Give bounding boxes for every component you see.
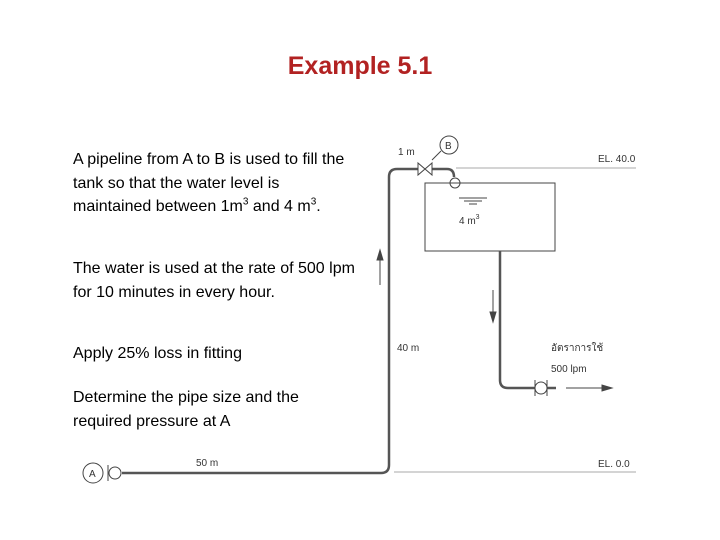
elevation-top-label: EL. 40.0 (598, 154, 636, 165)
usage-rate-thai-label: อัตราการใช้ (551, 343, 604, 354)
flow-arrow-down-icon (490, 290, 496, 322)
supply-pipe (122, 169, 454, 473)
valve-a-icon (108, 465, 121, 481)
water-tank (425, 183, 555, 251)
flow-arrow-up-icon (377, 250, 383, 285)
b-tag-leader (432, 151, 441, 160)
svg-text:A: A (89, 469, 96, 480)
page-title: Example 5.1 (287, 52, 433, 80)
svg-text:B: B (445, 141, 452, 152)
problem-statement-tank: A pipeline from A to B is used to fill the tank so that the water level is maintained between $1m^3$ and 4 $m^3$. (73, 151, 345, 215)
water-level-icon (459, 198, 487, 204)
outlet-valve-icon (535, 380, 547, 396)
point-b-tag (440, 136, 458, 154)
problem-statement-usage: The water is used at the rate of 500 lpm for 10 minutes in every hour. (73, 260, 355, 301)
label-40m: 40 m (397, 343, 420, 354)
point-a-tag (83, 463, 103, 483)
tank-volume-label: 4 $m^3$ (459, 214, 480, 227)
label-50m: 50 m (196, 458, 219, 469)
elevation-bottom-label: EL. 0.0 (598, 459, 630, 470)
usage-rate-label: 500 lpm (551, 364, 587, 375)
problem-statement-task: Determine the pipe size and the required pressure at A (73, 389, 299, 430)
flow-arrow-right-icon (566, 385, 612, 391)
valve-b-icon (418, 163, 432, 175)
label-1m: 1 m (398, 147, 415, 158)
outlet-pipe (500, 251, 556, 388)
problem-statement-loss: Apply 25% loss in fitting (73, 345, 242, 362)
